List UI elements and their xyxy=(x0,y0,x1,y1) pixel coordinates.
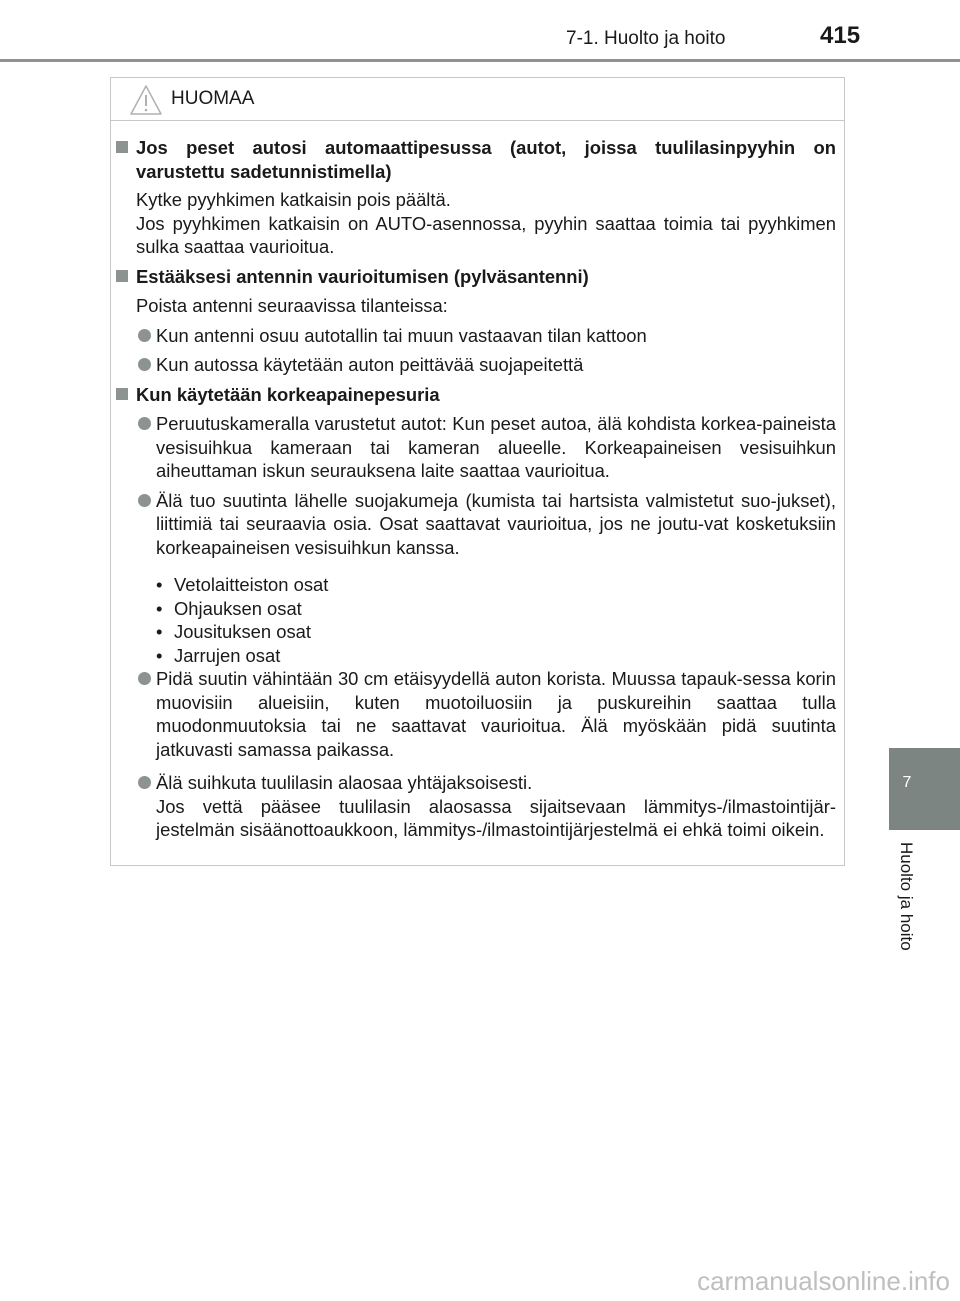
notice-box xyxy=(110,77,845,866)
section-heading-text: Kun käytetään korkeapainepesuria xyxy=(136,383,440,405)
watermark: carmanualsonline.info xyxy=(697,1266,950,1296)
list-item-text: Pidä suutin vähintään 30 cm etäisyydellä auton korista. Muussa tapauk-sessa korin muovisiin alueisiin, kuten muotoiluosiin ja puskureihin saattaa tulla muodonmuutoksia tai ne saattavat vaurioitua. Älä myöskään pidä suutinta jatkuvasti samassa paikassa. xyxy=(156,668,836,760)
sub-list-item: • Jarrujen osat xyxy=(156,644,281,666)
list-item xyxy=(111,667,836,761)
section-heading xyxy=(111,136,836,183)
sub-list-item: • Jousituksen osat xyxy=(156,621,311,642)
sub-list-item: • Vetolaitteiston osat xyxy=(156,574,329,595)
chapter-tab-number: 7 xyxy=(902,774,912,791)
notice-content xyxy=(111,136,844,842)
notice-header xyxy=(111,78,844,121)
header-divider xyxy=(0,59,960,62)
sub-list xyxy=(111,573,836,667)
circle-bullet-icon xyxy=(138,494,151,507)
header-section-title: 7-1. Huolto ja hoito xyxy=(566,28,726,49)
list-item xyxy=(111,353,836,377)
paragraph: Poista antenni seuraavissa tilanteissa: xyxy=(136,295,448,316)
sub-list-item-text: Vetolaitteiston osat xyxy=(174,574,329,595)
sub-list-item-text: Ohjauksen osat xyxy=(174,597,302,619)
list-item xyxy=(111,771,836,795)
chapter-tab-label: Huolto ja hoito xyxy=(897,842,916,951)
list-item-text: Kun autossa käytetään auton peittävää suojapeitettä xyxy=(156,354,584,375)
section-heading-text: Jos peset autosi automaattipesussa (autot, joissa tuulilasinpyyhin on varustettu sadetunnistimella) xyxy=(136,137,836,182)
list-item xyxy=(111,489,836,560)
paragraph: Kytke pyyhkimen katkaisin pois päältä. xyxy=(136,189,451,210)
section-heading-text: Estääksesi antennin vaurioitumisen (pylväsantenni) xyxy=(136,265,589,287)
square-bullet-icon xyxy=(116,388,128,400)
circle-bullet-icon xyxy=(138,672,151,685)
warning-triangle-icon xyxy=(129,84,163,116)
square-bullet-icon xyxy=(116,141,128,153)
list-item-continuation: Jos vettä pääsee tuulilasin alaosassa sijaitsevaan lämmitys-/ilmastointijär-jestelmän sisäänottoaukkoon, lämmitys-/ilmastointijärjestelmä ei ehkä toimi oikein. xyxy=(156,795,836,840)
circle-bullet-icon xyxy=(138,776,151,789)
section-heading xyxy=(111,383,836,407)
list-item-text: Peruutuskameralla varustetut autot: Kun peset autoa, älä kohdista korkea-paineista vesisuihkua kameraan tai kameran alueelle. Korkeapaineisen vesisuihkun aiheuttaman iskun seurauksena laite saattaa vaurioitua. xyxy=(156,413,836,481)
list-item-text: Älä tuo suutinta lähelle suojakumeja (kumista tai hartsista valmistetut suo-jukset), liittimiä tai seuraavia osia. Osat saattavat vaurioitua, jos ne joutu-vat kosketuksiin korkeapaineisen vesisuihkun kanssa. xyxy=(156,489,836,558)
list-item-text: Älä suihkuta tuulilasin alaosaa yhtäjaksoisesti. xyxy=(156,772,533,793)
circle-bullet-icon xyxy=(138,358,151,371)
page-number: 415 xyxy=(820,22,861,49)
list-item xyxy=(111,412,836,483)
square-bullet-icon xyxy=(116,270,128,282)
paragraph: Jos pyyhkimen katkaisin on AUTO-asennossa, pyyhin saattaa toimia tai pyyhkimen sulka saattaa vaurioitua. xyxy=(136,212,836,257)
circle-bullet-icon xyxy=(138,417,151,430)
sub-list-item-text: Jousituksen osat xyxy=(174,621,311,642)
section-heading xyxy=(111,265,836,289)
list-item xyxy=(111,324,836,348)
sub-list-item: • Ohjauksen osat xyxy=(156,597,302,619)
notice-title: HUOMAA xyxy=(171,88,255,109)
list-item-text: Kun antenni osuu autotallin tai muun vastaavan tilan kattoon xyxy=(156,324,647,346)
circle-bullet-icon xyxy=(138,329,151,342)
sub-list-item-text: Jarrujen osat xyxy=(174,644,281,666)
